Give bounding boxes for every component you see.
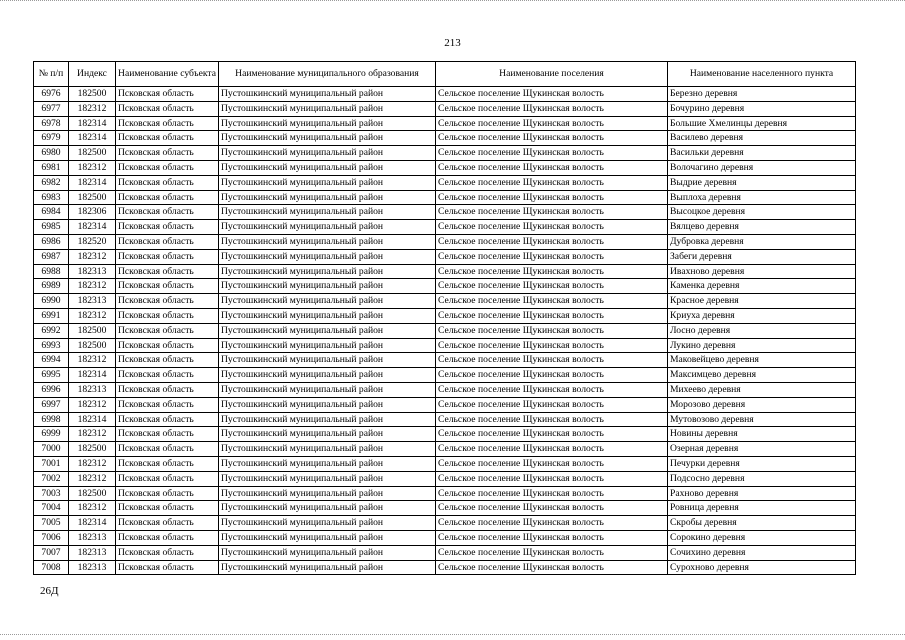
table-row	[34, 160, 856, 175]
table-row	[34, 338, 856, 353]
cell-locality: Новины деревня	[668, 427, 856, 442]
cell-postal-index: 182500	[69, 338, 116, 353]
table-row	[34, 471, 856, 486]
cell-municipality: Пустошкинский муниципальный район	[219, 545, 436, 560]
cell-settlement: Сельское поселение Щукинская волость	[436, 501, 668, 516]
cell-locality: Маковейцево деревня	[668, 353, 856, 368]
table-row	[34, 486, 856, 501]
table-row	[34, 101, 856, 116]
cell-locality: Большие Хмелинцы деревня	[668, 116, 856, 131]
cell-locality: Скробы деревня	[668, 516, 856, 531]
cell-municipality: Пустошкинский муниципальный район	[219, 234, 436, 249]
table-row	[34, 220, 856, 235]
cell-locality: Красное деревня	[668, 294, 856, 309]
cell-municipality: Пустошкинский муниципальный район	[219, 516, 436, 531]
cell-row-number: 7002	[34, 471, 69, 486]
cell-locality: Бочурино деревня	[668, 101, 856, 116]
cell-row-number: 6978	[34, 116, 69, 131]
cell-postal-index: 182314	[69, 175, 116, 190]
cell-row-number: 7006	[34, 530, 69, 545]
cell-settlement: Сельское поселение Щукинская волость	[436, 560, 668, 575]
cell-subject: Псковская область	[116, 368, 219, 383]
cell-postal-index: 182520	[69, 234, 116, 249]
cell-settlement: Сельское поселение Щукинская волость	[436, 249, 668, 264]
cell-subject: Псковская область	[116, 264, 219, 279]
header-row-number: № п/п	[34, 62, 69, 87]
scan-edge-top	[0, 0, 905, 4]
cell-subject: Псковская область	[116, 234, 219, 249]
table-row	[34, 190, 856, 205]
table-row	[34, 308, 856, 323]
cell-postal-index: 182313	[69, 560, 116, 575]
cell-locality: Дубровка деревня	[668, 234, 856, 249]
cell-postal-index: 182312	[69, 471, 116, 486]
cell-row-number: 6989	[34, 279, 69, 294]
cell-subject: Псковская область	[116, 190, 219, 205]
cell-postal-index: 182312	[69, 249, 116, 264]
cell-municipality: Пустошкинский муниципальный район	[219, 160, 436, 175]
cell-postal-index: 182314	[69, 368, 116, 383]
cell-postal-index: 182312	[69, 101, 116, 116]
cell-subject: Псковская область	[116, 87, 219, 102]
cell-locality: Рахново деревня	[668, 486, 856, 501]
cell-row-number: 7007	[34, 545, 69, 560]
cell-municipality: Пустошкинский муниципальный район	[219, 323, 436, 338]
cell-postal-index: 182500	[69, 146, 116, 161]
cell-settlement: Сельское поселение Щукинская волость	[436, 220, 668, 235]
table-header-row	[34, 62, 856, 87]
cell-settlement: Сельское поселение Щукинская волость	[436, 116, 668, 131]
cell-subject: Псковская область	[116, 427, 219, 442]
cell-postal-index: 182314	[69, 116, 116, 131]
cell-settlement: Сельское поселение Щукинская волость	[436, 397, 668, 412]
cell-settlement: Сельское поселение Щукинская волость	[436, 175, 668, 190]
cell-locality: Выплоха деревня	[668, 190, 856, 205]
cell-locality: Волочагино деревня	[668, 160, 856, 175]
table-row	[34, 146, 856, 161]
cell-row-number: 6997	[34, 397, 69, 412]
cell-subject: Псковская область	[116, 279, 219, 294]
cell-settlement: Сельское поселение Щукинская волость	[436, 412, 668, 427]
cell-settlement: Сельское поселение Щукинская волость	[436, 87, 668, 102]
cell-row-number: 6995	[34, 368, 69, 383]
cell-postal-index: 182313	[69, 294, 116, 309]
cell-subject: Псковская область	[116, 116, 219, 131]
cell-municipality: Пустошкинский муниципальный район	[219, 471, 436, 486]
cell-locality: Подсосно деревня	[668, 471, 856, 486]
cell-subject: Псковская область	[116, 501, 219, 516]
cell-municipality: Пустошкинский муниципальный район	[219, 175, 436, 190]
cell-postal-index: 182312	[69, 308, 116, 323]
cell-municipality: Пустошкинский муниципальный район	[219, 205, 436, 220]
cell-subject: Псковская область	[116, 323, 219, 338]
cell-postal-index: 182313	[69, 530, 116, 545]
scan-edge-bottom	[0, 634, 905, 637]
cell-row-number: 6999	[34, 427, 69, 442]
cell-subject: Псковская область	[116, 353, 219, 368]
cell-municipality: Пустошкинский муниципальный район	[219, 486, 436, 501]
cell-municipality: Пустошкинский муниципальный район	[219, 442, 436, 457]
cell-postal-index: 182500	[69, 442, 116, 457]
cell-settlement: Сельское поселение Щукинская волость	[436, 382, 668, 397]
cell-subject: Псковская область	[116, 101, 219, 116]
cell-settlement: Сельское поселение Щукинская волость	[436, 308, 668, 323]
cell-locality: Высоцкое деревня	[668, 205, 856, 220]
cell-row-number: 6998	[34, 412, 69, 427]
cell-locality: Березно деревня	[668, 87, 856, 102]
header-municipality: Наименование муниципального образования	[219, 62, 436, 87]
cell-subject: Псковская область	[116, 471, 219, 486]
cell-subject: Псковская область	[116, 308, 219, 323]
cell-row-number: 6979	[34, 131, 69, 146]
cell-settlement: Сельское поселение Щукинская волость	[436, 264, 668, 279]
footer-code: 26Д	[40, 585, 59, 597]
table-body	[34, 87, 856, 575]
cell-locality: Сорокино деревня	[668, 530, 856, 545]
cell-locality: Забеги деревня	[668, 249, 856, 264]
cell-locality: Лосно деревня	[668, 323, 856, 338]
cell-subject: Псковская область	[116, 294, 219, 309]
cell-postal-index: 182313	[69, 264, 116, 279]
header-locality: Наименование населенного пункта	[668, 62, 856, 87]
cell-row-number: 6993	[34, 338, 69, 353]
cell-postal-index: 182312	[69, 397, 116, 412]
cell-locality: Печурки деревня	[668, 456, 856, 471]
cell-row-number: 7008	[34, 560, 69, 575]
cell-locality: Сурохново деревня	[668, 560, 856, 575]
cell-settlement: Сельское поселение Щукинская волость	[436, 131, 668, 146]
page-number: 213	[444, 37, 461, 49]
cell-settlement: Сельское поселение Щукинская волость	[436, 516, 668, 531]
cell-municipality: Пустошкинский муниципальный район	[219, 501, 436, 516]
cell-locality: Лукино деревня	[668, 338, 856, 353]
cell-postal-index: 182312	[69, 279, 116, 294]
cell-postal-index: 182314	[69, 516, 116, 531]
cell-subject: Псковская область	[116, 175, 219, 190]
cell-postal-index: 182312	[69, 160, 116, 175]
cell-subject: Псковская область	[116, 397, 219, 412]
cell-postal-index: 182312	[69, 353, 116, 368]
cell-row-number: 6990	[34, 294, 69, 309]
cell-municipality: Пустошкинский муниципальный район	[219, 427, 436, 442]
cell-settlement: Сельское поселение Щукинская волость	[436, 442, 668, 457]
cell-subject: Псковская область	[116, 382, 219, 397]
cell-subject: Псковская область	[116, 516, 219, 531]
cell-postal-index: 182313	[69, 382, 116, 397]
cell-row-number: 6984	[34, 205, 69, 220]
cell-locality: Васильки деревня	[668, 146, 856, 161]
cell-settlement: Сельское поселение Щукинская волость	[436, 294, 668, 309]
cell-row-number: 6985	[34, 220, 69, 235]
cell-settlement: Сельское поселение Щукинская волость	[436, 427, 668, 442]
cell-row-number: 6996	[34, 382, 69, 397]
cell-municipality: Пустошкинский муниципальный район	[219, 146, 436, 161]
table-row	[34, 368, 856, 383]
cell-locality: Ивахново деревня	[668, 264, 856, 279]
cell-municipality: Пустошкинский муниципальный район	[219, 101, 436, 116]
cell-settlement: Сельское поселение Щукинская волость	[436, 205, 668, 220]
cell-locality: Озерная деревня	[668, 442, 856, 457]
cell-municipality: Пустошкинский муниципальный район	[219, 131, 436, 146]
cell-settlement: Сельское поселение Щукинская волость	[436, 545, 668, 560]
cell-settlement: Сельское поселение Щукинская волость	[436, 338, 668, 353]
cell-settlement: Сельское поселение Щукинская волость	[436, 530, 668, 545]
cell-row-number: 6982	[34, 175, 69, 190]
table-row	[34, 501, 856, 516]
cell-subject: Псковская область	[116, 338, 219, 353]
cell-postal-index: 182312	[69, 501, 116, 516]
cell-locality: Каменка деревня	[668, 279, 856, 294]
cell-locality: Михеево деревня	[668, 382, 856, 397]
cell-postal-index: 182306	[69, 205, 116, 220]
cell-postal-index: 182314	[69, 412, 116, 427]
cell-subject: Псковская область	[116, 456, 219, 471]
cell-locality: Вялцево деревня	[668, 220, 856, 235]
cell-subject: Псковская область	[116, 530, 219, 545]
table-row	[34, 516, 856, 531]
cell-municipality: Пустошкинский муниципальный район	[219, 116, 436, 131]
cell-row-number: 7005	[34, 516, 69, 531]
cell-postal-index: 182312	[69, 456, 116, 471]
cell-postal-index: 182313	[69, 545, 116, 560]
cell-municipality: Пустошкинский муниципальный район	[219, 353, 436, 368]
cell-settlement: Сельское поселение Щукинская волость	[436, 101, 668, 116]
cell-locality: Выдрие деревня	[668, 175, 856, 190]
table-row	[34, 131, 856, 146]
cell-settlement: Сельское поселение Щукинская волость	[436, 279, 668, 294]
cell-locality: Мутовозово деревня	[668, 412, 856, 427]
cell-row-number: 6987	[34, 249, 69, 264]
table-row	[34, 279, 856, 294]
table-row	[34, 205, 856, 220]
cell-row-number: 6991	[34, 308, 69, 323]
table-row	[34, 545, 856, 560]
cell-municipality: Пустошкинский муниципальный район	[219, 294, 436, 309]
cell-municipality: Пустошкинский муниципальный район	[219, 456, 436, 471]
cell-subject: Псковская область	[116, 486, 219, 501]
table-row	[34, 456, 856, 471]
cell-municipality: Пустошкинский муниципальный район	[219, 220, 436, 235]
cell-subject: Псковская область	[116, 205, 219, 220]
table-row	[34, 264, 856, 279]
cell-subject: Псковская область	[116, 442, 219, 457]
cell-settlement: Сельское поселение Щукинская волость	[436, 368, 668, 383]
header-settlement: Наименование поселения	[436, 62, 668, 87]
cell-settlement: Сельское поселение Щукинская волость	[436, 486, 668, 501]
cell-subject: Псковская область	[116, 131, 219, 146]
cell-row-number: 6981	[34, 160, 69, 175]
cell-municipality: Пустошкинский муниципальный район	[219, 264, 436, 279]
cell-subject: Псковская область	[116, 412, 219, 427]
cell-subject: Псковская область	[116, 160, 219, 175]
cell-row-number: 6992	[34, 323, 69, 338]
cell-subject: Псковская область	[116, 146, 219, 161]
header-postal-index: Индекс	[69, 62, 116, 87]
cell-row-number: 7003	[34, 486, 69, 501]
cell-municipality: Пустошкинский муниципальный район	[219, 308, 436, 323]
table-row	[34, 353, 856, 368]
cell-municipality: Пустошкинский муниципальный район	[219, 530, 436, 545]
cell-municipality: Пустошкинский муниципальный район	[219, 87, 436, 102]
cell-municipality: Пустошкинский муниципальный район	[219, 249, 436, 264]
cell-settlement: Сельское поселение Щукинская волость	[436, 471, 668, 486]
cell-locality: Криуха деревня	[668, 308, 856, 323]
cell-settlement: Сельское поселение Щукинская волость	[436, 353, 668, 368]
cell-row-number: 6976	[34, 87, 69, 102]
cell-municipality: Пустошкинский муниципальный район	[219, 412, 436, 427]
settlements-table	[33, 61, 856, 575]
table-row	[34, 234, 856, 249]
table-row	[34, 175, 856, 190]
table-row	[34, 323, 856, 338]
table-row	[34, 116, 856, 131]
cell-municipality: Пустошкинский муниципальный район	[219, 279, 436, 294]
cell-postal-index: 182314	[69, 220, 116, 235]
cell-settlement: Сельское поселение Щукинская волость	[436, 323, 668, 338]
table-row	[34, 427, 856, 442]
cell-postal-index: 182314	[69, 131, 116, 146]
cell-municipality: Пустошкинский муниципальный район	[219, 560, 436, 575]
cell-row-number: 7001	[34, 456, 69, 471]
cell-subject: Псковская область	[116, 560, 219, 575]
cell-row-number: 7004	[34, 501, 69, 516]
cell-row-number: 6994	[34, 353, 69, 368]
table-row	[34, 442, 856, 457]
cell-postal-index: 182500	[69, 190, 116, 205]
table-row	[34, 87, 856, 102]
cell-municipality: Пустошкинский муниципальный район	[219, 368, 436, 383]
header-subject: Наименование субъекта	[116, 62, 219, 87]
cell-row-number: 6986	[34, 234, 69, 249]
cell-row-number: 6983	[34, 190, 69, 205]
cell-municipality: Пустошкинский муниципальный район	[219, 190, 436, 205]
cell-settlement: Сельское поселение Щукинская волость	[436, 234, 668, 249]
table-row	[34, 530, 856, 545]
cell-locality: Морозово деревня	[668, 397, 856, 412]
cell-postal-index: 182500	[69, 323, 116, 338]
cell-row-number: 6980	[34, 146, 69, 161]
cell-municipality: Пустошкинский муниципальный район	[219, 382, 436, 397]
cell-subject: Псковская область	[116, 545, 219, 560]
cell-locality: Ровница деревня	[668, 501, 856, 516]
cell-settlement: Сельское поселение Щукинская волость	[436, 456, 668, 471]
cell-postal-index: 182500	[69, 87, 116, 102]
cell-subject: Псковская область	[116, 220, 219, 235]
cell-municipality: Пустошкинский муниципальный район	[219, 338, 436, 353]
cell-locality: Максимцево деревня	[668, 368, 856, 383]
cell-row-number: 7000	[34, 442, 69, 457]
cell-settlement: Сельское поселение Щукинская волость	[436, 146, 668, 161]
table-row	[34, 560, 856, 575]
cell-locality: Василево деревня	[668, 131, 856, 146]
cell-locality: Сочихино деревня	[668, 545, 856, 560]
table-row	[34, 294, 856, 309]
table-row	[34, 249, 856, 264]
cell-settlement: Сельское поселение Щукинская волость	[436, 160, 668, 175]
cell-row-number: 6988	[34, 264, 69, 279]
table-row	[34, 382, 856, 397]
cell-row-number: 6977	[34, 101, 69, 116]
table-row	[34, 412, 856, 427]
cell-postal-index: 182312	[69, 427, 116, 442]
cell-municipality: Пустошкинский муниципальный район	[219, 397, 436, 412]
cell-postal-index: 182500	[69, 486, 116, 501]
table-row	[34, 397, 856, 412]
cell-settlement: Сельское поселение Щукинская волость	[436, 190, 668, 205]
cell-subject: Псковская область	[116, 249, 219, 264]
